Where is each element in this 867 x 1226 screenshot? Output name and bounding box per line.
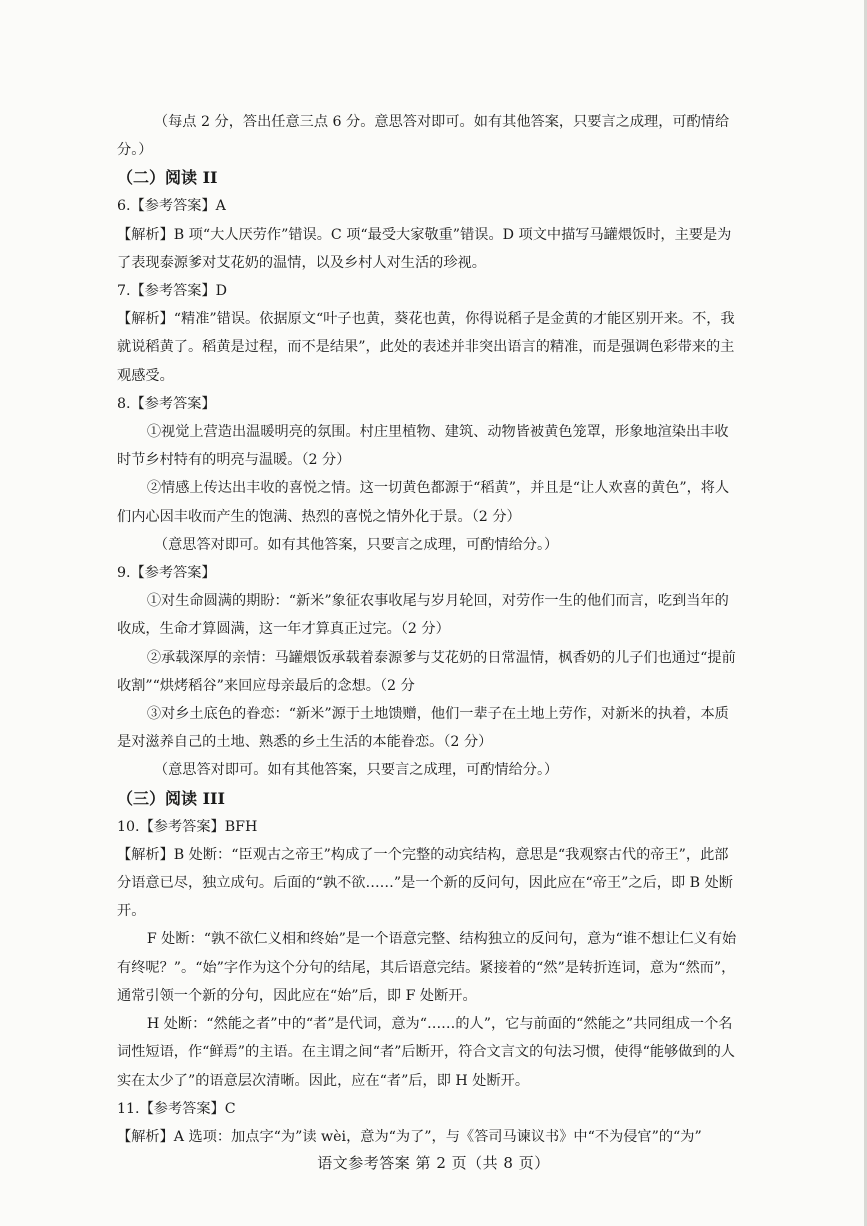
page-body xyxy=(117,108,742,1151)
section-heading-reading-2: （二）阅读 II xyxy=(117,168,218,188)
answer-11: 11.【参考答案】C xyxy=(117,1100,236,1117)
analysis-11: 【解析】A 选项：加点字“为”读 wèi，意为“为了”，与《答司马谏议书》中“不为侵官”的“为” xyxy=(117,1128,702,1145)
analysis-10-h: H 处断：“然能之者”中的“者”是代词，意为“……的人”，它与前面的“然能之”共同组成一个名词性短语，作“鲜焉”的主语。在主谓之间“者”后断开，符合文言文的句法习惯，使得“能够做到的人实在太少了”的语意层次清晰。因此，应在“者”后，即 H 处断开。 xyxy=(117,1016,735,1089)
section-heading-reading-3: （三）阅读 III xyxy=(117,788,226,808)
analysis-10-b: 【解析】B 处断：“臣观古之帝王”构成了一个完整的动宾结构，意思是“我观察古代的帝王”，此部分语意已尽，独立成句。后面的“孰不欲……”是一个新的反问句，因此应在“帝王”之后，即 B 处断开。 xyxy=(117,846,733,920)
answer-9-point-3: ③对乡土底色的眷恋：“新米”源于土地馈赠，他们一辈子在土地上劳作，对新米的执着，本质是对滋养自己的土地、熟悉的乡土生活的本能眷恋。（2 分） xyxy=(117,706,729,751)
analysis-7: 【解析】“精准”错误。依据原文“叶子也黄，葵花也黄，你得说稻子是金黄的才能区别开来。不，我就说稻黄了。稻黄是过程，而不是结果”，此处的表述并非突出语言的精准，而是强调色彩带来的主观感受。 xyxy=(117,311,735,384)
answer-6: 6.【参考答案】A xyxy=(117,198,226,215)
page-footer: 语文参考答案 第 2 页（共 8 页） xyxy=(317,1154,550,1172)
answer-8-point-1: ①视觉上营造出温暖明亮的氛围。村庄里植物、建筑、动物皆被黄色笼罩，形象地渲染出丰收时节乡村特有的明亮与温暖。（2 分） xyxy=(117,424,729,469)
answer-8: 8.【参考答案】 xyxy=(117,395,216,412)
scoring-note: （每点 2 分，答出任意三点 6 分。意思答对即可。如有其他答案，只要言之成理，可酌情给分。） xyxy=(117,114,730,159)
answer-9-note: （意思答对即可。如有其他答案，只要言之成理，可酌情给分。） xyxy=(153,762,559,779)
analysis-10-f: F 处断：“孰不欲仁义相和终始”是一个语意完整、结构独立的反问句，意为“谁不想让仁义有始有终呢？”。“始”字作为这个分句的结尾，其后语意完结。紧接着的“然”是转折连词，意为“然而”，通常引领一个新的分句，因此应在“始”后，即 F 处断开。 xyxy=(117,931,737,1004)
answer-9-point-2: ②承载深厚的亲情：马罐煨饭承载着泰源爹与艾花奶的日常温情，枫香奶的儿子们也通过“提前收割”“烘烤稻谷”来回应母亲最后的念想。（2 分 xyxy=(117,649,736,694)
answer-9: 9.【参考答案】 xyxy=(117,565,216,582)
answer-10: 10.【参考答案】BFH xyxy=(117,818,258,835)
analysis-6: 【解析】B 项“大人厌劳作”错误。C 项“最受大家敬重”错误。D 项文中描写马罐煨饭时，主要是为了表现泰源爹对艾花奶的温情，以及乡村人对生活的珍视。 xyxy=(117,226,732,271)
answer-9-point-1: ①对生命圆满的期盼：“新米”象征农事收尾与岁月轮回，对劳作一生的他们而言，吃到当年的收成，生命才算圆满，这一年才算真正过完。（2 分） xyxy=(117,593,729,638)
answer-8-point-2: ②情感上传达出丰收的喜悦之情。这一切黄色都源于“稻黄”，并且是“让人欢喜的黄色”，将人们内心因丰收而产生的饱满、热烈的喜悦之情外化于景。（2 分） xyxy=(117,480,730,525)
answer-8-note: （意思答对即可。如有其他答案，只要言之成理，可酌情给分。） xyxy=(153,536,559,553)
answer-7: 7.【参考答案】D xyxy=(117,283,228,300)
